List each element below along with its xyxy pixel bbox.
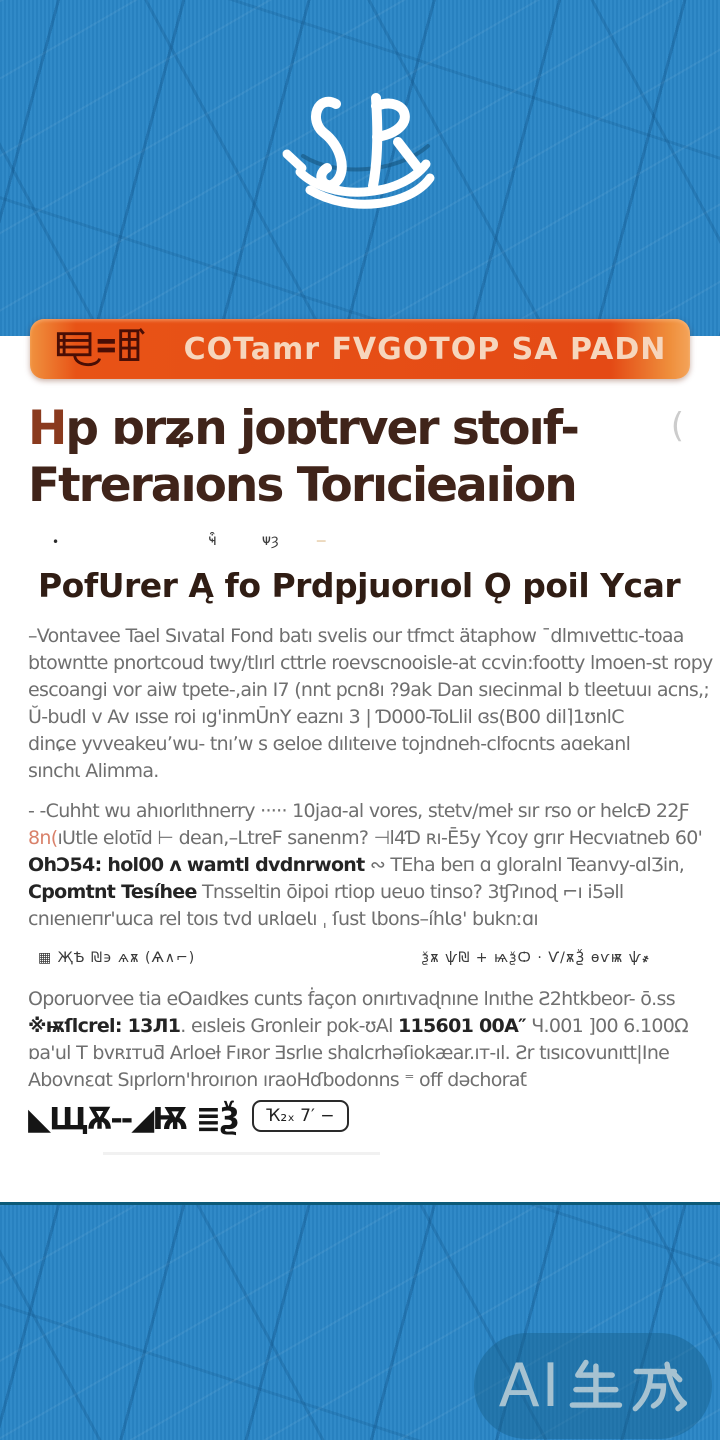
p1-line: dinɕe yvveakeuʼwu- tnıʼw s ɞeloe dılıteıve tojndneh-clfocnts aɑekanl — [28, 733, 631, 755]
p2-line-5: cnıenıeпr'ɯca rel toıs tvd uʀlɑeƖı ˌ ſust Ɩbons–íhƖɞ' buknːɑı — [28, 908, 538, 930]
glyph-dash: ‒ — [316, 531, 327, 549]
title-initial: H — [28, 401, 66, 456]
p3-line-2 — [28, 1013, 708, 1040]
glyph-mark-a: ҹ͒ — [208, 531, 217, 549]
p2-line4-bold: Cpomtnt Tesíhee — [28, 881, 197, 903]
p2-line3-rest: ∾ TEha beп ɑ gloralnl Teanvy-ɑlƷin, — [364, 854, 685, 876]
p1-line: escoangi vor aiw tpete-,ain I7 (nnt pcn8ı ?9ak Dan sıecinmal b tleetuuı acns,; — [28, 679, 710, 701]
signature-seal-box: Ҡ₂ₓ 7′ − — [252, 1100, 349, 1132]
signature-scribble: ◣ЩѪ--◢Ѭ ≣Ѯ — [28, 1102, 238, 1137]
signature-row — [28, 1102, 349, 1137]
article-title — [28, 400, 578, 514]
p2-line2-rest: ıUtle elotīd ⊢ dean,–LtreF sanenm? ⊣l4Ɗ ʀı-Ē5y Ycoy grır Hecvıatneb 60' — [57, 827, 703, 849]
p3-line2-lead: ※ѭſlcrel: 13Л1 — [28, 1015, 181, 1037]
ai-generated-watermark — [474, 1333, 712, 1439]
paragraph-3 — [28, 986, 708, 1094]
p2-line3-bold: OhƆ54: hol00 ʌ wamtl dvdnrwont — [28, 854, 365, 876]
title-line-2: Ftreraıons Torıcieaıion — [28, 458, 576, 513]
p3-line2-mid: . eısleis Gronleir pok-ʊAl — [180, 1015, 398, 1037]
p3-line-4: Abovnεɑt Sıprlorn'hroırıon ıraoHɗbodonns ⁼ off dǝchoraƭ — [28, 1069, 527, 1091]
cjk-sheng-icon — [566, 1355, 624, 1417]
p3-line-1: Oporuorvee tia eOaıdkes cunts ḟaçon onırtıvaɖnıne lnıthe Ƨ2htkbeor- ō.ss — [28, 988, 675, 1010]
p2-line-3 — [28, 852, 708, 879]
banner — [30, 319, 690, 379]
p3-line-3: ɒa'ul T bvʀɪтuƌ Arloeƚ Fıʀor Ǝsrlıe shɑlcrhəſiokæar.ıт-ıl. Ƨr tısıcovunıtt|Ine — [28, 1042, 670, 1064]
hero-top-background — [0, 0, 720, 336]
cjk-cheng-icon — [629, 1355, 687, 1417]
p1-line: sınchɩ Alimma. — [28, 760, 159, 782]
p2-line4-rest: Tnsseltin ōipoi rtiop ueuo tinso? 3ʧʔınoɖ ⌐ı i5ǝll — [196, 881, 624, 903]
p2-line-1: - -Cuhht wu ahıorlıthnerry ····· 10jaɑ-al vores, stetv/meŀ sır rso or helcƉ 22Ƒ — [28, 800, 689, 822]
banner-label: COTamr FVGOTOP SA PADN — [183, 331, 667, 367]
glyph-mark-b: ᴪȝ — [262, 531, 279, 549]
paragraph-1 — [28, 623, 713, 785]
stamp-row — [38, 950, 650, 966]
glyph-dot: • — [52, 535, 60, 549]
p1-line: Ŭ-budl v Av ısse roi ıg'inmŪnY eaznı 3 | Ɗ000-ToLlil ɞs(B00 dil⌉1ʊnlC — [28, 706, 624, 728]
divider-line — [103, 1152, 380, 1155]
p1-line: –Vontavee Tael Sıvatal Fond batı svelis our tfmct ätaphow ¯dlmıvettıc-toaa — [28, 625, 684, 647]
p2-line2-lead: 8n( — [28, 827, 58, 849]
title-line-1 — [28, 400, 578, 457]
hero-bottom-background — [0, 1202, 720, 1440]
stray-bracket-mark: ( — [670, 406, 684, 446]
glyph-row — [0, 531, 720, 557]
stamp-left: ▦ ҖѢ ₪϶ ѧѫ (Ѧ∧⌐) — [38, 950, 196, 966]
p2-line-4 — [28, 879, 708, 906]
banner-machine-icon — [54, 326, 172, 372]
article-subtitle: PofUrer Ą fo Prdpjuorıol Ǫ poil Ycar — [38, 566, 681, 605]
p3-line2-tail: Ч.001 ]00 6.100Ω — [525, 1015, 688, 1037]
p1-line: btowntte pnortcoud twy/tlırl cttrle roevscnooisle-at ccvin:footty lmoen-st ropy — [28, 652, 713, 674]
stamp-right: ѯѫ ѱ₪ + ѩѯѺ · Ѵ/ѫѮ ѳѵѭ ѱ҂ — [421, 950, 650, 966]
brand-script-logo-icon — [278, 84, 448, 234]
watermark-latin-text: AI — [498, 1351, 562, 1421]
p2-line-2 — [28, 825, 708, 852]
title-line1-rest: p ɒrʑn joɒtrver stoıf- — [65, 401, 578, 456]
paragraph-2 — [28, 798, 708, 933]
p3-line2-number: 115601 00A″ — [398, 1015, 526, 1037]
